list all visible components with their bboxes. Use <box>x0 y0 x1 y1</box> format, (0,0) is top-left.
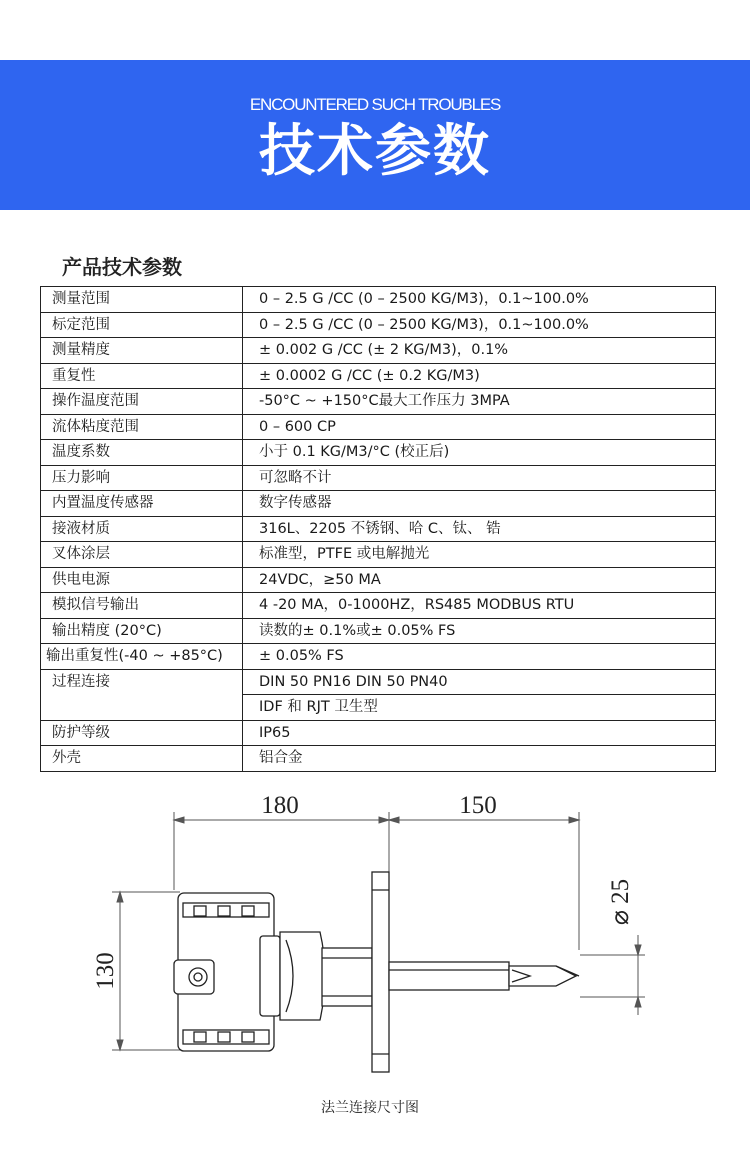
spec-key: 温度系数 <box>41 440 243 466</box>
spec-key: 过程连接 <box>41 669 243 720</box>
spec-value: IP65 <box>243 720 716 746</box>
spec-value: 0 – 2.5 G /CC (0 – 2500 KG/M3)，0.1~100.0% <box>243 287 716 313</box>
spec-value: ± 0.002 G /CC (± 2 KG/M3)，0.1% <box>243 338 716 364</box>
table-row <box>41 644 716 670</box>
table-row <box>41 363 716 389</box>
spec-key: 标定范围 <box>41 312 243 338</box>
spec-key: 接液材质 <box>41 516 243 542</box>
spec-value: ± 0.0002 G /CC (± 0.2 KG/M3) <box>243 363 716 389</box>
header-banner <box>0 60 750 210</box>
spec-key: 压力影响 <box>41 465 243 491</box>
table-row <box>41 312 716 338</box>
spec-key: 测量精度 <box>41 338 243 364</box>
table-row <box>41 593 716 619</box>
housing-outline <box>174 872 579 1072</box>
table-row <box>41 618 716 644</box>
spec-value: DIN 50 PN16 DIN 50 PN40 <box>243 669 716 695</box>
banner-subtitle: ENCOUNTERED SUCH TROUBLES <box>249 95 501 114</box>
spec-value: 标准型，PTFE 或电解抛光 <box>243 542 716 568</box>
spec-value: ± 0.05% FS <box>243 644 716 670</box>
table-row <box>41 389 716 415</box>
section-title: 产品技术参数 <box>62 255 182 279</box>
spec-table <box>40 286 716 772</box>
drawing-caption: 法兰连接尺寸图 <box>321 1100 419 1116</box>
spec-key: 内置温度传感器 <box>41 491 243 517</box>
table-row <box>41 491 716 517</box>
dimension-180-label: 180 <box>261 792 299 819</box>
spec-key: 供电电源 <box>41 567 243 593</box>
spec-value: 4 -20 MA，0-1000HZ，RS485 MODBUS RTU <box>243 593 716 619</box>
spec-value: 0 – 600 CP <box>243 414 716 440</box>
spec-value: 0 – 2.5 G /CC (0 – 2500 KG/M3)，0.1~100.0% <box>243 312 716 338</box>
table-row <box>41 287 716 313</box>
spec-value: 读数的± 0.1%或± 0.05% FS <box>243 618 716 644</box>
spec-value: -50°C ~ +150°C最大工作压力 3MPA <box>243 389 716 415</box>
spec-value: 铝合金 <box>243 746 716 772</box>
table-row <box>41 440 716 466</box>
table-row <box>41 669 716 695</box>
spec-key: 重复性 <box>41 363 243 389</box>
table-row <box>41 746 716 772</box>
table-row <box>41 720 716 746</box>
spec-key: 输出重复性(-40 ~ +85°C) <box>41 644 243 670</box>
spec-key: 叉体涂层 <box>41 542 243 568</box>
spec-key: 测量范围 <box>41 287 243 313</box>
dimension-diameter-label: ⌀ 25 <box>607 878 634 926</box>
spec-key: 外壳 <box>41 746 243 772</box>
table-row <box>41 465 716 491</box>
spec-value: IDF 和 RJT 卫生型 <box>243 695 716 721</box>
table-row <box>41 414 716 440</box>
spec-key: 流体粘度范围 <box>41 414 243 440</box>
spec-value: 可忽略不计 <box>243 465 716 491</box>
table-row <box>41 338 716 364</box>
spec-key: 模拟信号输出 <box>41 593 243 619</box>
spec-value: 316L、2205 不锈钢、哈 C、钛、 锆 <box>243 516 716 542</box>
spec-key: 输出精度 (20°C) <box>41 618 243 644</box>
table-row <box>41 516 716 542</box>
spec-value: 数字传感器 <box>243 491 716 517</box>
spec-key: 操作温度范围 <box>41 389 243 415</box>
spec-key: 防护等级 <box>41 720 243 746</box>
table-row <box>41 542 716 568</box>
spec-value: 24VDC，≥50 MA <box>243 567 716 593</box>
flange-dimension-drawing <box>0 780 750 1080</box>
banner-title: 技术参数 <box>259 119 491 184</box>
dimension-150-label: 150 <box>459 792 497 819</box>
table-row <box>41 567 716 593</box>
dimension-130-label: 130 <box>92 952 119 990</box>
spec-value: 小于 0.1 KG/M3/°C (校正后) <box>243 440 716 466</box>
